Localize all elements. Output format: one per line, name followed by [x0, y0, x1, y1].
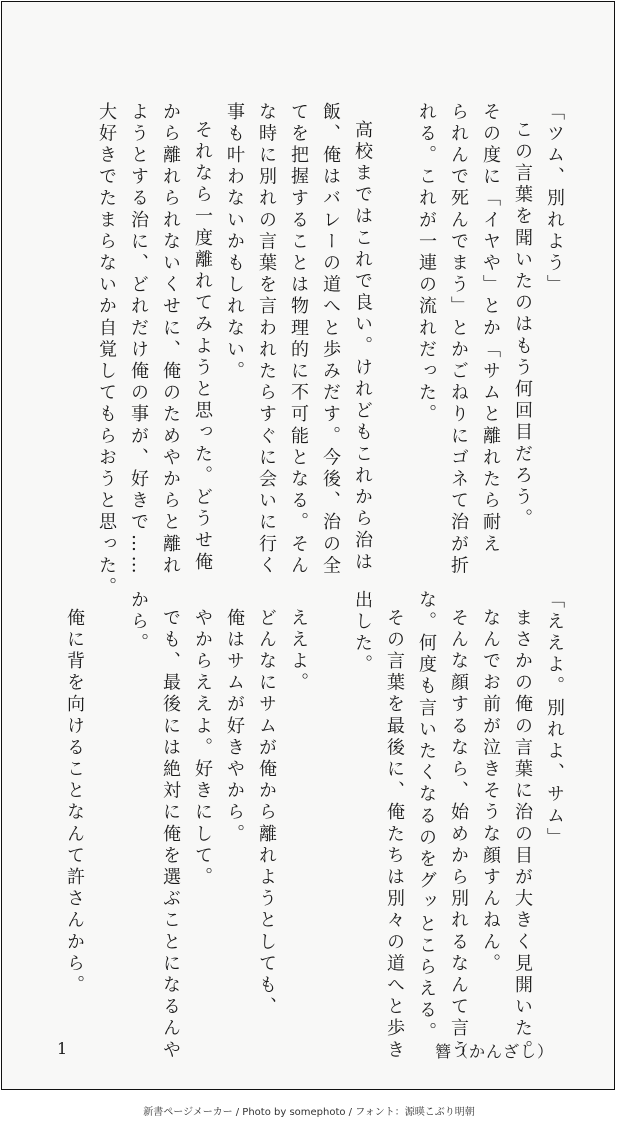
- text-line: な。何度も言いたくなるのをグッとこらえる。: [416, 590, 437, 1044]
- page-number: 1: [57, 1039, 68, 1058]
- blank-line: [378, 102, 410, 542]
- text-line: どんなにサムが俺から離れようとしても、: [256, 608, 277, 1019]
- text-line: その度に「イヤや」とか「サムと離れたら耐え: [480, 102, 501, 556]
- text-line: まさかの俺の言葉に治の目が大きく見開いた。: [512, 608, 533, 1062]
- text-line: られんで死んでまう」とかごねりにゴネて治が折: [448, 102, 469, 578]
- top-text-block: [90, 102, 570, 599]
- text-line: やからええよ。好きにして。: [192, 608, 213, 889]
- text-line: てを把握することは物理的に不可能となる。そん: [288, 102, 309, 578]
- text-line: 俺に背を向けることなんて許さんから。: [64, 608, 85, 997]
- text-line: それなら一度離れてみようと思った。どうせ俺: [192, 120, 213, 574]
- text-line: ようとする治に、どれだけ俺の事が、好きで……: [128, 102, 149, 578]
- text-line: から離れられないくせに、俺のためやからと離れ: [160, 102, 181, 578]
- text-line: れる。これが一連の流れだった。: [416, 102, 437, 426]
- novel-page: [1, 1, 615, 1090]
- text-line: そんな顔するなら、始めから別れるなんて言う: [448, 608, 469, 1062]
- text-line: 俺はサムが好きやから。: [224, 608, 245, 846]
- text-line: 高校まではこれで良い。けれどもこれから治は: [352, 120, 373, 574]
- credit-line: 新書ページメーカー / Photo by somephoto / フォント：源暎こぶり明朝: [143, 1107, 475, 1118]
- text-line: 「ええよ。別れよ、サム」: [544, 590, 565, 850]
- text-line: なんでお前が泣きそうな顔すんねん。: [480, 608, 501, 976]
- text-line: 飯、俺はバレーの道へと歩みだす。今後、治の全: [320, 102, 341, 578]
- text-line: 「ツム、別れよう」: [544, 102, 565, 297]
- blank-line: [314, 590, 346, 1030]
- text-line: その言葉を最後に、俺たちは別々の道へと歩き: [384, 608, 405, 1062]
- text-line: 事も叶わないかもしれない。: [224, 102, 245, 383]
- text-line: 大好きでたまらないか自覚してもらおうと思った。: [96, 102, 117, 599]
- text-line: 出した。: [352, 590, 373, 677]
- blank-line: [90, 590, 122, 1030]
- text-line: な時に別れの言葉を言われたらすぐに会いに行く: [256, 102, 277, 578]
- text-line: この言葉を聞いたのはもう何回目だろう。: [512, 120, 533, 531]
- text-line: でも、最後には絶対に俺を選ぶことになるんや: [160, 608, 181, 1062]
- author-name: 簪（かんざし）: [434, 1042, 554, 1061]
- text-line: ええよ。: [288, 608, 309, 695]
- text-line: から。: [128, 590, 149, 655]
